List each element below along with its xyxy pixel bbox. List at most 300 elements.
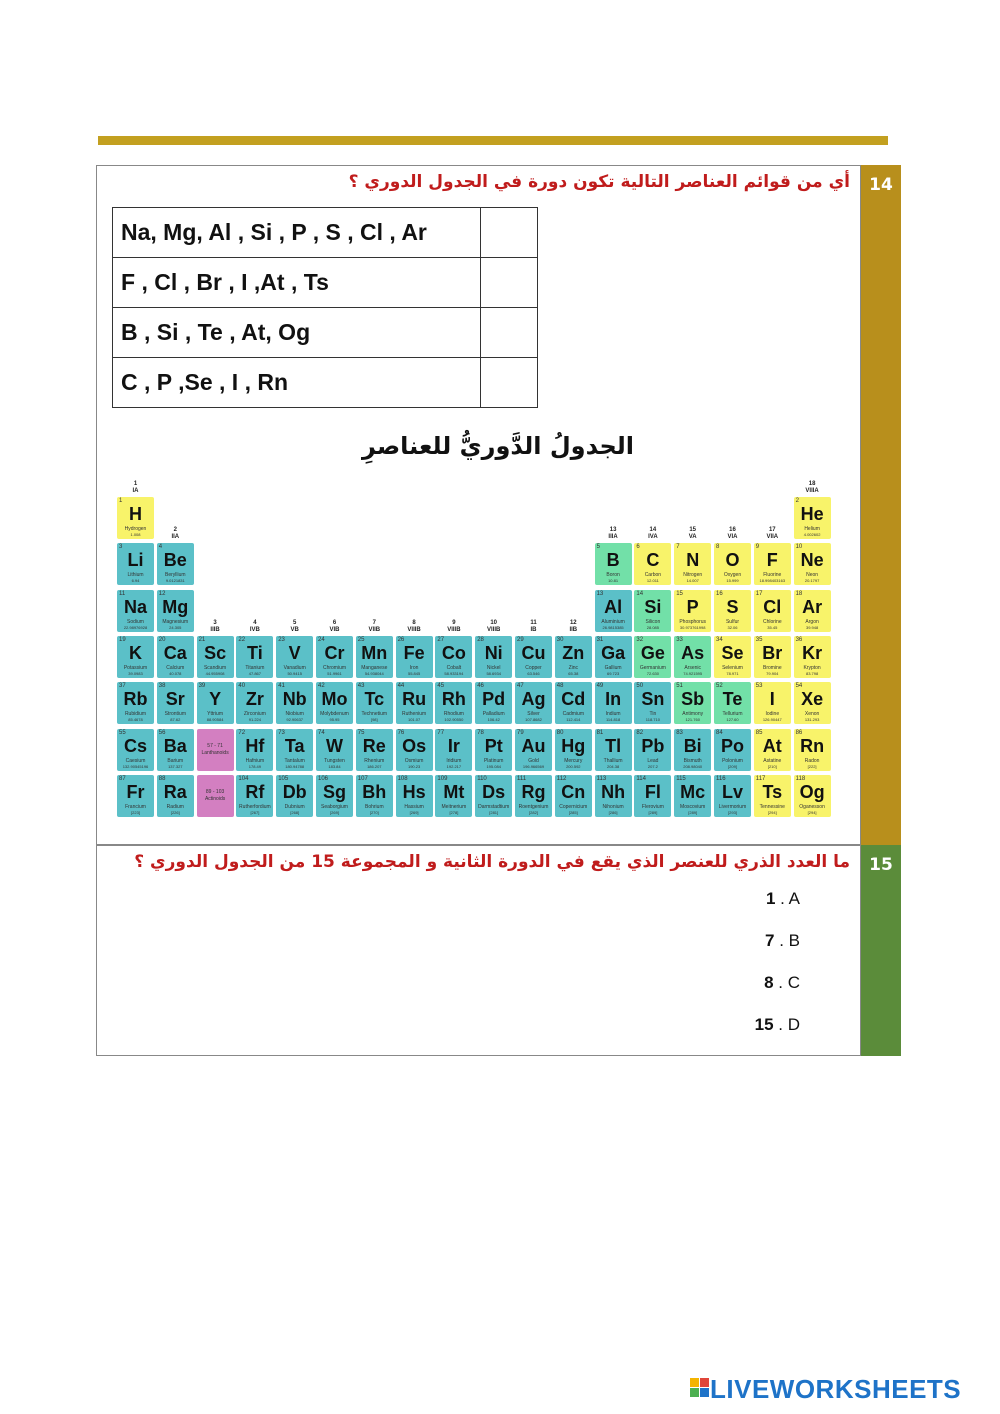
- atomic-mass: [270]: [369, 809, 379, 815]
- atomic-number: 47: [517, 683, 524, 690]
- atomic-number: 27: [437, 636, 445, 643]
- element-symbol: Ir: [447, 735, 460, 756]
- choice-a[interactable]: [720, 889, 800, 909]
- element-name: Dubnium: [284, 803, 305, 810]
- element-name: Bismuth: [683, 757, 702, 764]
- atomic-number: 13: [596, 590, 604, 597]
- atomic-mass: 65.38: [568, 670, 579, 676]
- atomic-number: 30: [556, 636, 564, 643]
- atomic-mass: 22.98976928: [123, 624, 148, 630]
- atomic-mass: 190.23: [407, 763, 421, 769]
- atomic-mass: 83.798: [805, 670, 819, 676]
- atomic-number: 31: [596, 636, 604, 643]
- atomic-number: 23: [278, 636, 285, 643]
- element-name: Selenium: [722, 664, 743, 671]
- element-cell-rg: [515, 775, 552, 817]
- atomic-number: 7: [676, 544, 680, 551]
- periodic-table-title: الجدولُ الدَّوريُّ للعناصرِ: [362, 432, 634, 460]
- element-name: Vanadium: [283, 664, 306, 671]
- element-name: Nitrogen: [683, 572, 703, 579]
- atomic-number: 32: [636, 636, 644, 643]
- element-symbol: Hs: [402, 781, 426, 802]
- atomic-number: 84: [716, 729, 723, 736]
- atomic-mass: 131.293: [804, 717, 820, 723]
- element-cell-k: [117, 636, 154, 678]
- element-name: Radium: [166, 803, 184, 810]
- group-label: 10 VIIIB: [487, 619, 501, 633]
- element-cell-cu: [515, 636, 552, 678]
- atomic-mass: 39.948: [805, 624, 819, 630]
- atomic-number: 53: [755, 683, 763, 690]
- atomic-number: 54: [795, 683, 803, 690]
- atomic-number: 109: [437, 775, 448, 782]
- atomic-mass: 35.45: [767, 624, 778, 630]
- atomic-number: 48: [556, 683, 564, 690]
- element-symbol: Tc: [364, 689, 385, 710]
- element-symbol: Pb: [641, 735, 665, 756]
- atomic-mass: 30.973761998: [679, 624, 706, 630]
- element-cell-mo: [316, 682, 353, 724]
- group-label: 15 VA: [688, 527, 697, 541]
- element-name: Rhodium: [443, 711, 464, 718]
- choice-letter: . B: [779, 931, 800, 950]
- element-cell-v: [276, 636, 313, 678]
- element-name: Caesium: [125, 757, 146, 764]
- option-text: Na, Mg, Al , Si , P , S , Cl , Ar: [113, 208, 481, 258]
- atomic-mass: 102.90550: [444, 717, 464, 723]
- element-cell-al: [595, 590, 632, 632]
- group-label: 12 IIB: [569, 619, 578, 633]
- atomic-number: 86: [795, 729, 803, 736]
- element-symbol: Ne: [800, 550, 824, 571]
- element-cell-rf: [236, 775, 273, 817]
- element-symbol: Fe: [403, 642, 425, 663]
- atomic-number: 18: [795, 590, 803, 597]
- atomic-number: 79: [517, 729, 524, 736]
- element-symbol: Rg: [521, 781, 546, 802]
- element-cell-se: [714, 636, 751, 678]
- element-name: Manganese: [361, 664, 388, 671]
- element-name: Carbon: [644, 572, 662, 579]
- group-label: 17 VIIA: [766, 527, 779, 541]
- element-symbol: Sc: [204, 642, 227, 663]
- atomic-number: 82: [636, 729, 644, 736]
- choice-d[interactable]: [720, 1015, 800, 1035]
- element-symbol: Ba: [163, 735, 187, 756]
- choice-value: 1: [765, 889, 776, 908]
- atomic-mass: 200.592: [566, 763, 581, 769]
- series-label: 57 - 71 Lanthanoids: [201, 742, 229, 756]
- atomic-mass: 10.81: [608, 578, 619, 584]
- element-symbol: Bi: [683, 735, 702, 756]
- atomic-mass: 50.9415: [287, 670, 302, 676]
- element-name: Sodium: [127, 618, 144, 625]
- element-name: Darmstadtium: [478, 803, 510, 810]
- atomic-mass: [293]: [728, 809, 737, 815]
- element-symbol: Mc: [680, 781, 706, 802]
- element-symbol: Og: [799, 781, 825, 802]
- atomic-mass: 192.217: [446, 763, 462, 769]
- atomic-number: 45: [437, 683, 445, 690]
- element-name: Gallium: [604, 664, 622, 671]
- answer-box[interactable]: [481, 258, 538, 308]
- atomic-mass: 18.998403163: [759, 578, 786, 584]
- atomic-mass: 20.1797: [804, 578, 820, 584]
- element-name: Indium: [605, 711, 621, 718]
- atomic-mass: 87.62: [170, 717, 181, 723]
- atomic-mass: 54.938044: [364, 670, 384, 676]
- element-name: Seaborgium: [321, 803, 348, 810]
- element-name: Platinum: [483, 757, 504, 764]
- atomic-number: 80: [556, 729, 564, 736]
- atomic-number: 34: [716, 636, 723, 643]
- atomic-mass: 32.06: [727, 624, 738, 630]
- element-symbol: O: [725, 550, 740, 571]
- element-symbol: F: [766, 550, 778, 571]
- answer-box[interactable]: [481, 358, 538, 408]
- option-text: F , Cl , Br , I ,At , Ts: [113, 258, 481, 308]
- option-text: C , P ,Se , I , Rn: [113, 358, 481, 408]
- atomic-mass: 9.0121831: [165, 578, 185, 584]
- group-label: 5 VB: [290, 619, 299, 633]
- element-symbol: P: [686, 596, 699, 617]
- option-row: [113, 308, 538, 358]
- atomic-number: 6: [636, 544, 640, 551]
- element-symbol: Rn: [800, 735, 825, 756]
- atomic-number: 52: [716, 683, 723, 690]
- element-cell-mg: [157, 590, 194, 632]
- atomic-number: 17: [755, 590, 763, 597]
- option-row: [113, 258, 538, 308]
- atomic-number: 46: [477, 683, 484, 690]
- element-symbol: Br: [762, 642, 783, 663]
- element-cell-w: [316, 729, 353, 771]
- question-14-number: 14: [861, 165, 901, 845]
- choice-value: 7: [765, 931, 775, 950]
- element-symbol: Se: [721, 642, 744, 663]
- answer-box[interactable]: [481, 208, 538, 258]
- element-cell-s: [714, 590, 751, 632]
- element-name: Tellurium: [722, 711, 743, 718]
- element-cell-hf: [236, 729, 273, 771]
- atomic-number: 36: [795, 636, 803, 643]
- element-name: Iodine: [765, 711, 780, 718]
- atomic-mass: 39.0983: [128, 670, 143, 676]
- element-name: Chlorine: [762, 618, 782, 625]
- atomic-mass: 55.845: [407, 670, 421, 676]
- answer-box[interactable]: [481, 308, 538, 358]
- atomic-number: 22: [238, 636, 246, 643]
- atomic-mass: [282]: [529, 809, 538, 815]
- element-name: Scandium: [203, 664, 227, 671]
- element-symbol: Cr: [324, 642, 345, 663]
- element-symbol: Lv: [721, 781, 743, 802]
- atomic-number: 19: [119, 636, 126, 643]
- element-cell-co: [435, 636, 472, 678]
- element-symbol: Hf: [245, 735, 265, 756]
- group-label: 6 VIB: [329, 619, 340, 633]
- element-symbol: S: [726, 596, 739, 617]
- atomic-mass: 74.921595: [683, 670, 703, 676]
- element-symbol: Ni: [484, 642, 503, 663]
- atomic-mass: 72.630: [646, 670, 659, 676]
- element-symbol: Po: [720, 735, 744, 756]
- element-symbol: Bh: [362, 781, 387, 802]
- atomic-number: 110: [477, 775, 487, 782]
- atomic-number: 28: [477, 636, 484, 643]
- element-symbol: Fr: [126, 781, 145, 802]
- choice-b[interactable]: [720, 931, 800, 951]
- element-symbol: Sb: [681, 689, 705, 710]
- element-name: Polonium: [722, 757, 743, 764]
- element-symbol: K: [129, 642, 142, 663]
- element-cell-db: [276, 775, 313, 817]
- atomic-number: 26: [397, 636, 405, 643]
- element-name: Palladium: [482, 711, 505, 718]
- element-symbol: Re: [362, 735, 386, 756]
- element-cell-cs: [117, 729, 154, 771]
- element-symbol: Rh: [441, 689, 466, 710]
- element-cell-br: [754, 636, 791, 678]
- element-symbol: Ts: [762, 781, 783, 802]
- element-symbol: Zn: [562, 642, 585, 663]
- atomic-mass: [226]: [170, 809, 180, 815]
- element-name: Iridium: [446, 757, 462, 764]
- element-cell-at: [754, 729, 791, 771]
- atomic-mass: 79.904: [766, 670, 779, 676]
- element-cell-pb: [634, 729, 671, 771]
- element-cell-lv: [714, 775, 751, 817]
- element-symbol: Sg: [322, 781, 346, 802]
- group-label: 1 IA: [132, 481, 139, 494]
- group-label: 9 VIIIB: [447, 619, 461, 633]
- atomic-number: 39: [198, 683, 206, 690]
- atomic-mass: 101.07: [407, 717, 421, 723]
- atomic-number: 115: [676, 775, 686, 782]
- element-symbol: Co: [441, 642, 466, 663]
- group-label: 2 IIA: [171, 527, 180, 541]
- element-symbol: Hg: [561, 735, 586, 756]
- atomic-number: 8: [716, 544, 720, 551]
- element-cell-cd: [555, 682, 592, 724]
- choice-letter: . A: [780, 889, 800, 908]
- atomic-number: 24: [318, 636, 325, 643]
- atomic-number: 12: [158, 590, 166, 597]
- atomic-mass: 44.955908: [205, 670, 225, 676]
- series-label: 89 - 103 Actinoids: [204, 788, 226, 802]
- atomic-mass: 69.723: [606, 670, 620, 676]
- atomic-number: 21: [198, 636, 206, 643]
- element-symbol: Xe: [801, 689, 824, 710]
- element-name: Argon: [805, 618, 819, 625]
- element-cell-ag: [515, 682, 552, 724]
- atomic-number: 117: [755, 775, 766, 782]
- atomic-mass: 40.078: [169, 670, 182, 676]
- atomic-mass: 126.90447: [762, 717, 782, 723]
- element-symbol: I: [769, 689, 775, 710]
- element-symbol: Be: [163, 550, 187, 571]
- element-name: Rhenium: [364, 757, 385, 764]
- choice-value: 8: [764, 973, 774, 992]
- element-name: Krypton: [803, 664, 821, 671]
- atomic-mass: 58.6934: [486, 670, 501, 676]
- atomic-mass: 58.933194: [444, 670, 464, 676]
- element-name: Potassium: [123, 664, 148, 671]
- element-cell-i: [754, 682, 791, 724]
- element-name: Xenon: [804, 711, 820, 718]
- atomic-number: 112: [556, 775, 567, 782]
- top-accent-bar: [98, 136, 888, 145]
- choice-letter: . C: [778, 973, 800, 992]
- element-cell-zr: [236, 682, 273, 724]
- atomic-number: 25: [357, 636, 365, 643]
- element-name: Titanium: [245, 664, 265, 671]
- element-cell-mn: [356, 636, 393, 678]
- element-cell-ds: [475, 775, 512, 817]
- liveworksheets-logo: [690, 1374, 990, 1406]
- atomic-mass: 15.999: [726, 578, 739, 584]
- atomic-number: 74: [318, 729, 325, 736]
- element-cell-ga: [595, 636, 632, 678]
- element-symbol: In: [605, 689, 622, 710]
- atomic-number: 118: [795, 775, 806, 782]
- atomic-mass: [269]: [330, 809, 339, 815]
- element-symbol: H: [129, 504, 142, 524]
- question-14-text: أي من قوائم العناصر التالية تكون دورة في الجدول الدوري ؟: [348, 172, 850, 192]
- atomic-mass: 106.42: [487, 717, 500, 723]
- element-name: Moscovium: [680, 803, 706, 810]
- atomic-mass: 51.9961: [327, 670, 342, 676]
- element-cell-ge: [634, 636, 671, 678]
- element-symbol: Na: [123, 596, 147, 617]
- element-cell-bi: [674, 729, 711, 771]
- atomic-mass: [294]: [767, 809, 777, 815]
- element-cell-be: [157, 543, 194, 585]
- atomic-number: 87: [119, 775, 126, 782]
- element-cell-kr: [794, 636, 831, 678]
- group-label: 7 VIIB: [368, 619, 381, 633]
- element-name: Tantalum: [284, 757, 305, 764]
- atomic-mass: 91.224: [248, 717, 261, 723]
- option-text: B , Si , Te , At, Og: [113, 308, 481, 358]
- element-cell-zn: [555, 636, 592, 678]
- element-name: Osmium: [404, 757, 424, 764]
- atomic-mass: [98]: [370, 717, 378, 723]
- atomic-number: 116: [716, 775, 726, 782]
- atomic-mass: 121.760: [685, 717, 700, 723]
- element-symbol: W: [326, 735, 343, 756]
- element-name: Strontium: [164, 711, 186, 718]
- element-name: Zinc: [568, 664, 579, 671]
- element-symbol: Mn: [361, 642, 388, 663]
- element-name: Francium: [125, 803, 146, 810]
- atomic-number: 75: [357, 729, 365, 736]
- element-name: Gold: [528, 757, 539, 764]
- atomic-number: 105: [278, 775, 289, 782]
- element-symbol: Db: [282, 781, 307, 802]
- atomic-number: 20: [158, 636, 166, 643]
- element-name: Phosphorus: [679, 618, 707, 625]
- atomic-mass: [269]: [409, 809, 419, 815]
- atomic-number: 10: [795, 544, 803, 551]
- element-name: Aluminium: [601, 618, 625, 625]
- element-symbol: N: [686, 550, 700, 571]
- element-symbol: Nb: [282, 689, 307, 710]
- element-cell-ra: [157, 775, 194, 817]
- element-name: Rutherfordium: [239, 803, 271, 810]
- atomic-number: 38: [158, 683, 166, 690]
- atomic-mass: 180.94788: [285, 763, 305, 769]
- element-name: Beryllium: [165, 572, 186, 579]
- element-cell-bh: [356, 775, 393, 817]
- element-cell-rh: [435, 682, 472, 724]
- element-symbol: Ti: [247, 642, 263, 663]
- element-symbol: Zr: [245, 689, 264, 710]
- choice-letter: . D: [778, 1015, 800, 1034]
- element-name: Thallium: [603, 757, 623, 764]
- atomic-number: 77: [437, 729, 445, 736]
- atomic-mass: [223]: [131, 809, 140, 815]
- element-cell-sr: [157, 682, 194, 724]
- element-symbol: Nh: [601, 781, 626, 802]
- element-symbol: Ag: [521, 689, 546, 710]
- atomic-mass: 207.2: [647, 763, 658, 769]
- element-symbol: Mg: [162, 596, 189, 617]
- group-label: 3 IIIB: [210, 619, 220, 633]
- element-name: Silicon: [645, 618, 661, 625]
- element-symbol: Ca: [163, 642, 187, 663]
- choice-c[interactable]: [720, 973, 800, 993]
- element-symbol: Ga: [601, 642, 626, 663]
- atomic-mass: 186.207: [367, 763, 382, 769]
- element-symbol: Li: [127, 550, 144, 571]
- element-cell-fr: [117, 775, 154, 817]
- element-name: Oganesson: [799, 803, 825, 810]
- atomic-number: 42: [318, 683, 325, 690]
- atomic-mass: 12.011: [646, 578, 659, 584]
- question-15-number: 15: [861, 845, 901, 1056]
- atomic-mass: 118.710: [645, 717, 660, 723]
- atomic-mass: [285]: [568, 809, 578, 815]
- atomic-number: 73: [278, 729, 285, 736]
- atomic-mass: [278]: [449, 809, 459, 815]
- atomic-mass: 95.95: [329, 717, 340, 723]
- element-cell-n: [674, 543, 711, 585]
- element-cell-sc: [197, 636, 234, 678]
- element-cell-nh: [595, 775, 632, 817]
- element-cell-te: [714, 682, 751, 724]
- element-name: Livermorium: [718, 803, 747, 810]
- element-cell-sg: [316, 775, 353, 817]
- element-cell-ni: [475, 636, 512, 678]
- element-name: Rubidium: [124, 711, 147, 718]
- atomic-number: 49: [596, 683, 604, 690]
- element-name: Arsenic: [684, 664, 702, 671]
- element-cell-rn: [794, 729, 831, 771]
- element-cell-nb: [276, 682, 313, 724]
- brand-logo-icon: [690, 1378, 710, 1398]
- element-cell-fe: [396, 636, 433, 678]
- element-symbol: V: [288, 642, 301, 663]
- element-name: Nihonium: [602, 803, 624, 810]
- element-cell-ti: [236, 636, 273, 678]
- atomic-mass: 183.84: [328, 763, 341, 769]
- atomic-number: 107: [357, 775, 368, 782]
- element-symbol: Fl: [644, 781, 661, 802]
- element-name: Molybdenum: [320, 711, 349, 718]
- element-symbol: Cu: [521, 642, 546, 663]
- element-name: Lead: [647, 757, 659, 764]
